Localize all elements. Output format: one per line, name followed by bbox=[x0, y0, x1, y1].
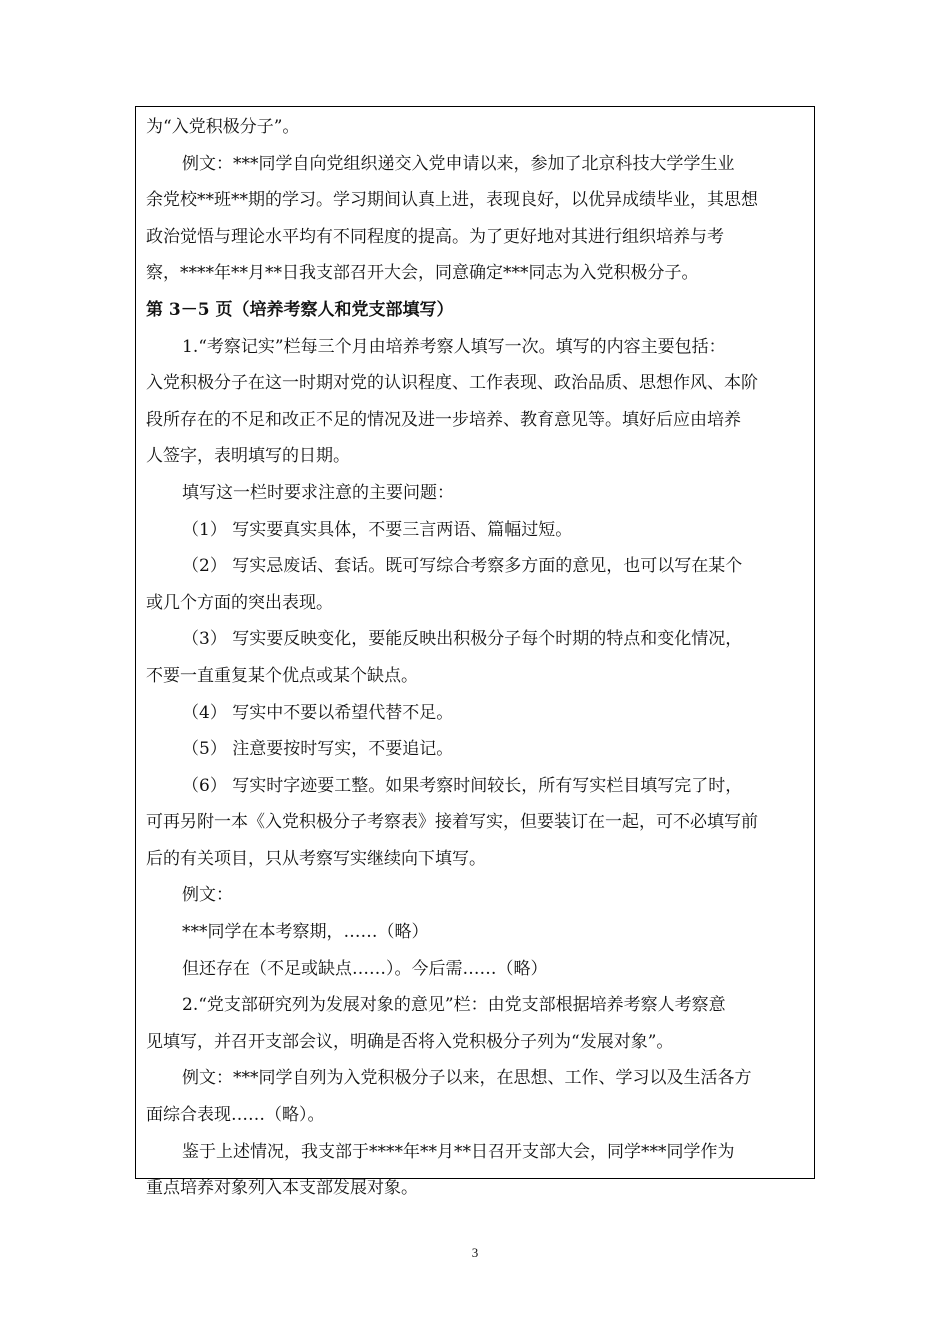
text-line: （4） 写实中不要以希望代替不足。 bbox=[182, 702, 454, 723]
text-line: 可再另附一本《入党积极分子考察表》接着写实，但要装订在一起，可不必填写前 bbox=[146, 812, 758, 833]
text-line: 后的有关项目，只从考察写实继续向下填写。 bbox=[146, 848, 486, 869]
text-line: 例文： bbox=[182, 885, 233, 906]
text-line: 1.“考察记实”栏每三个月由培养考察人填写一次。填写的内容主要包括： bbox=[182, 336, 726, 357]
text-line: （6） 写实时字迹要工整。如果考察时间较长，所有写实栏目填写完了时， bbox=[182, 775, 743, 796]
text-line: 察，****年**月**日我支部召开大会，同意确定***同志为入党积极分子。 bbox=[146, 263, 699, 284]
text-line: （1） 写实要真实具体，不要三言两语、篇幅过短。 bbox=[182, 519, 573, 540]
text-line: 但还存在（不足或缺点……）。今后需……（略） bbox=[182, 958, 548, 979]
text-line: 例文：***同学自向党组织递交入党申请以来，参加了北京科技大学学生业 bbox=[182, 153, 735, 174]
text-line: 政治觉悟与理论水平均有不同程度的提高。为了更好地对其进行组织培养与考 bbox=[146, 226, 724, 247]
text-line: （3） 写实要反映变化，要能反映出积极分子每个时期的特点和变化情况， bbox=[182, 629, 743, 650]
text-line: 人签字，表明填写的日期。 bbox=[146, 446, 350, 467]
bordered-text-frame bbox=[135, 106, 815, 1199]
text-line: （5） 注意要按时写实，不要追记。 bbox=[182, 739, 454, 760]
page-number: 3 bbox=[471, 1245, 479, 1260]
text-line: 鉴于上述情况，我支部于****年**月**日召开支部大会，同学***同学作为 bbox=[182, 1141, 735, 1162]
text-line: 为“入党积极分子”。 bbox=[146, 117, 300, 137]
text-line: 见填写，并召开支部会议，明确是否将入党积极分子列为“发展对象”。 bbox=[146, 1031, 674, 1052]
text-line: （2） 写实忌废话、套话。既可写综合考察多方面的意见，也可以写在某个 bbox=[182, 556, 743, 577]
text-line: 不要一直重复某个优点或某个缺点。 bbox=[146, 665, 418, 686]
text-line: 面综合表现……（略）。 bbox=[146, 1105, 325, 1126]
text-line: 填写这一栏时要求注意的主要问题： bbox=[182, 482, 454, 503]
text-line: 或几个方面的突出表现。 bbox=[146, 592, 333, 613]
text-line: 重点培养对象列入本支部发展对象。 bbox=[146, 1178, 418, 1199]
text-line: 段所存在的不足和改正不足的情况及进一步培养、教育意见等。填好后应由培养 bbox=[146, 409, 741, 430]
text-line: 余党校**班**期的学习。学习期间认真上进，表现良好，以优异成绩毕业，其思想 bbox=[146, 190, 758, 211]
text-line: ***同学在本考察期，……（略） bbox=[182, 922, 429, 943]
text-line: 入党积极分子在这一时期对党的认识程度、工作表现、政治品质、思想作风、本阶 bbox=[146, 373, 758, 394]
section-heading: 第 3－5 页（培养考察人和党支部填写） bbox=[146, 299, 454, 320]
text-line: 2.“党支部研究列为发展对象的意见”栏：由党支部根据培养考察人考察意 bbox=[182, 995, 726, 1016]
text-line: 例文：***同学自列为入党积极分子以来，在思想、工作、学习以及生活各方 bbox=[182, 1068, 752, 1089]
